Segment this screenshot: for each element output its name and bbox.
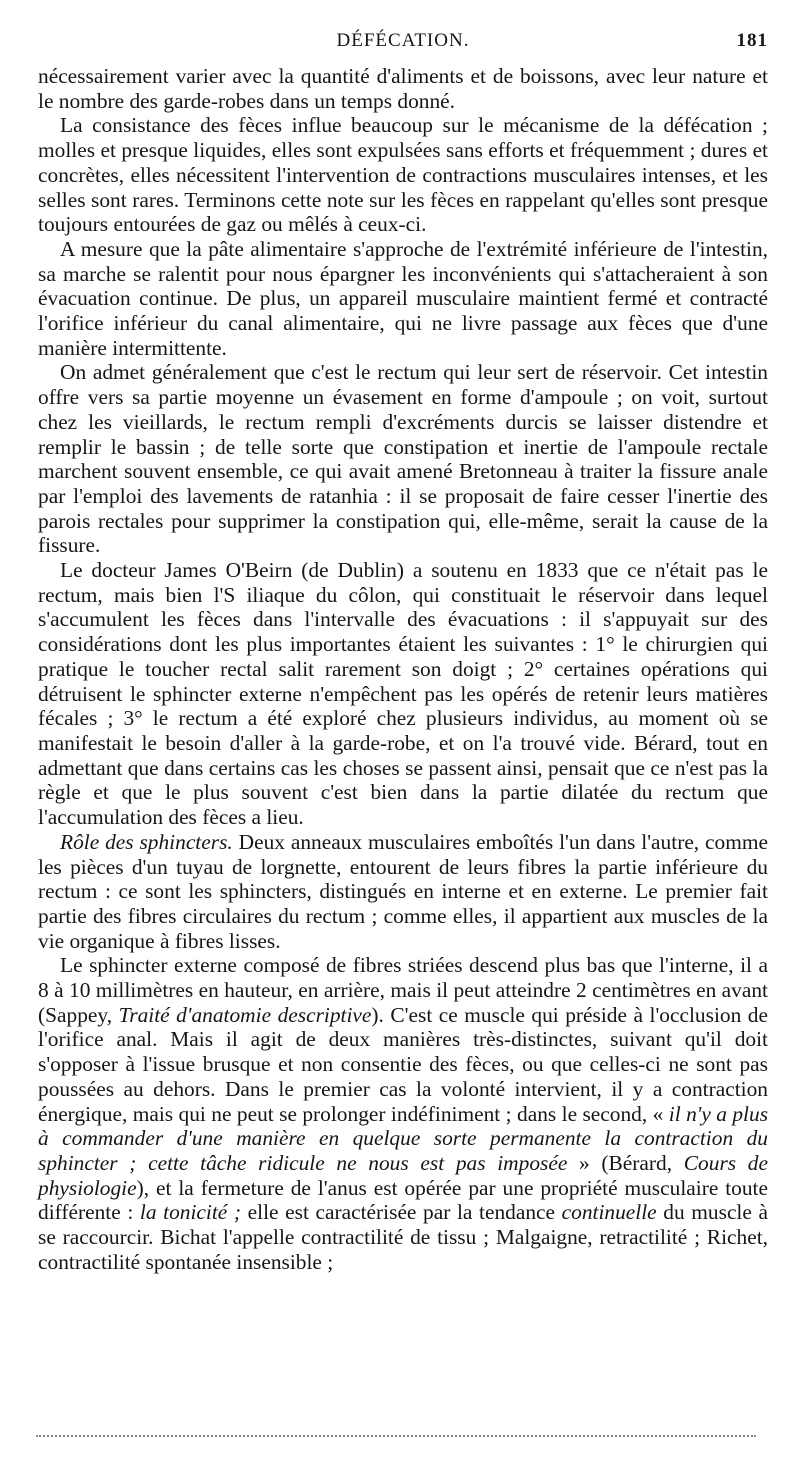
text-segment: Le sphincter externe composé de fibres striées descend plus bas que l'interne, il a 8 à 10 millimètres en hauteur, en arrière, mais il peut atteindre 2 centimètres en avant (Sappey, <box>38 953 768 1027</box>
italic-text-segment: continuelle <box>561 1200 657 1225</box>
text-segment: ), et la fermeture de l'anus est opérée par une propriété musculaire toute différente : <box>38 1175 768 1225</box>
book-page <box>38 30 768 1274</box>
paragraph <box>38 64 768 113</box>
italic-text-segment: Traité d'anatomie descriptive <box>118 1002 372 1027</box>
paragraph <box>38 953 768 1274</box>
running-title: DÉFÉCATION. <box>336 30 470 51</box>
text-segment: » (Bérard, <box>567 1150 684 1175</box>
text-segment: elle est caractérisée par la tendance <box>241 1200 562 1225</box>
footer-dotted-rule <box>36 1435 756 1437</box>
paragraph <box>38 360 768 558</box>
text-segment: On admet généralement que c'est le rectum qui leur sert de réservoir. Cet intestin offre vers sa partie moyenne un évasement en forme d'ampoule ; on voit, surtout chez les vieillards, le rectum rempli d'excréments durcis se laisser distendre et remplir le bassin ; de telle sorte que constipation et inertie de l'ampoule rectale marchent souvent ensemble, ce qui avait amené Bretonneau à traiter la fissure anale par l'emploi des lavements de ratanhia : il se proposait de faire cesser l'inertie des parois rectales pour supprimer la constipation qui, elle-même, serait la cause de la fissure. <box>38 360 768 558</box>
paragraph <box>38 830 768 954</box>
text-segment: Deux anneaux musculaires emboîtés l'un dans l'autre, comme les pièces d'un tuyau de lorgnette, entourent de leurs fibres la partie inférieure du rectum : ce sont les sphincters, distingués en interne et en externe. Le premier fait partie des fibres circulaires du rectum ; comme elles, il appartient aux muscles de la vie organique à fibres lisses. <box>38 829 768 953</box>
text-segment: du muscle à se raccourcir. Bichat l'appelle contractilité de tissu ; Malgaigne, retractilité ; Richet, contractilité spontanée insensible ; <box>38 1200 768 1274</box>
italic-text-segment: il n'y a plus à commander d'une manière en quelque sorte permanente la contraction du sphincter ; cette tâche ridicule ne nous est pas imposée <box>38 1101 769 1175</box>
page-number: 181 <box>736 30 768 51</box>
running-head <box>38 30 768 56</box>
text-segment: La consistance des fèces influe beaucoup sur le mécanisme de la défécation ; molles et presque liquides, elles sont expulsées sans efforts et fréquemment ; dures et concrètes, elles nécessitent l'intervention de contractions musculaires intenses, et les selles sont rares. Terminons cette note sur les fèces en rappelant qu'elles sont presque toujours entourées de gaz ou mêlés à ceux-ci. <box>38 113 768 237</box>
text-segment: A mesure que la pâte alimentaire s'approche de l'extrémité inférieure de l'intestin, sa marche se ralentit pour nous épargner les inconvénients qui s'attacheraient à son évacuation continue. De plus, un appareil musculaire maintient fermé et contracté l'orifice inférieur du canal alimentaire, qui ne livre passage aux fèces que d'une manière intermittente. <box>38 236 768 360</box>
paragraph <box>38 237 768 361</box>
body-text <box>38 64 768 1274</box>
text-segment: nécessairement varier avec la quantité d'aliments et de boissons, avec leur nature et le nombre des garde-robes dans un temps donné. <box>38 64 768 113</box>
paragraph <box>38 558 768 830</box>
text-segment: Le docteur James O'Beirn (de Dublin) a soutenu en 1833 que ce n'était pas le rectum, mais bien l'S iliaque du côlon, qui constituait le réservoir dans lequel s'accumulent les fèces dans l'intervalle des évacuations : il s'appuyait sur des considérations dont les plus importantes étaient les suivantes : 1° le chirurgien qui pratique le toucher rectal salit rarement son doigt ; 2° certaines opérations qui détruisent le sphincter externe n'empêchent pas les opérés de retenir leurs matières fécales ; 3° le rectum a été exploré chez plusieurs individus, au moment où se manifestait le besoin d'aller à la garde-robe, et on l'a trouvé vide. Bérard, tout en admettant que dans certains cas les choses se passent ainsi, pensait que ce n'est pas la règle et que le plus souvent c'est bien dans la partie dilatée du rectum que l'accumulation des fèces a lieu. <box>38 558 768 830</box>
text-segment: ). C'est ce muscle qui préside à l'occlusion de l'orifice anal. Mais il agit de deux manières très-distinctes, suivant qu'il doit s'opposer à l'issue brusque et non consentie des fèces, ou que celles-ci ne sont pas poussées au dehors. Dans le premier cas la volonté intervient, il y a contraction énergique, mais qui ne peut se prolonger indéfiniment ; dans le second, « <box>38 1002 768 1126</box>
paragraph <box>38 113 768 237</box>
italic-text-segment: Cours de physiologie <box>38 1150 768 1200</box>
italic-text-segment: Rôle des sphincters. <box>60 829 233 854</box>
italic-text-segment: la tonicité ; <box>139 1200 242 1225</box>
